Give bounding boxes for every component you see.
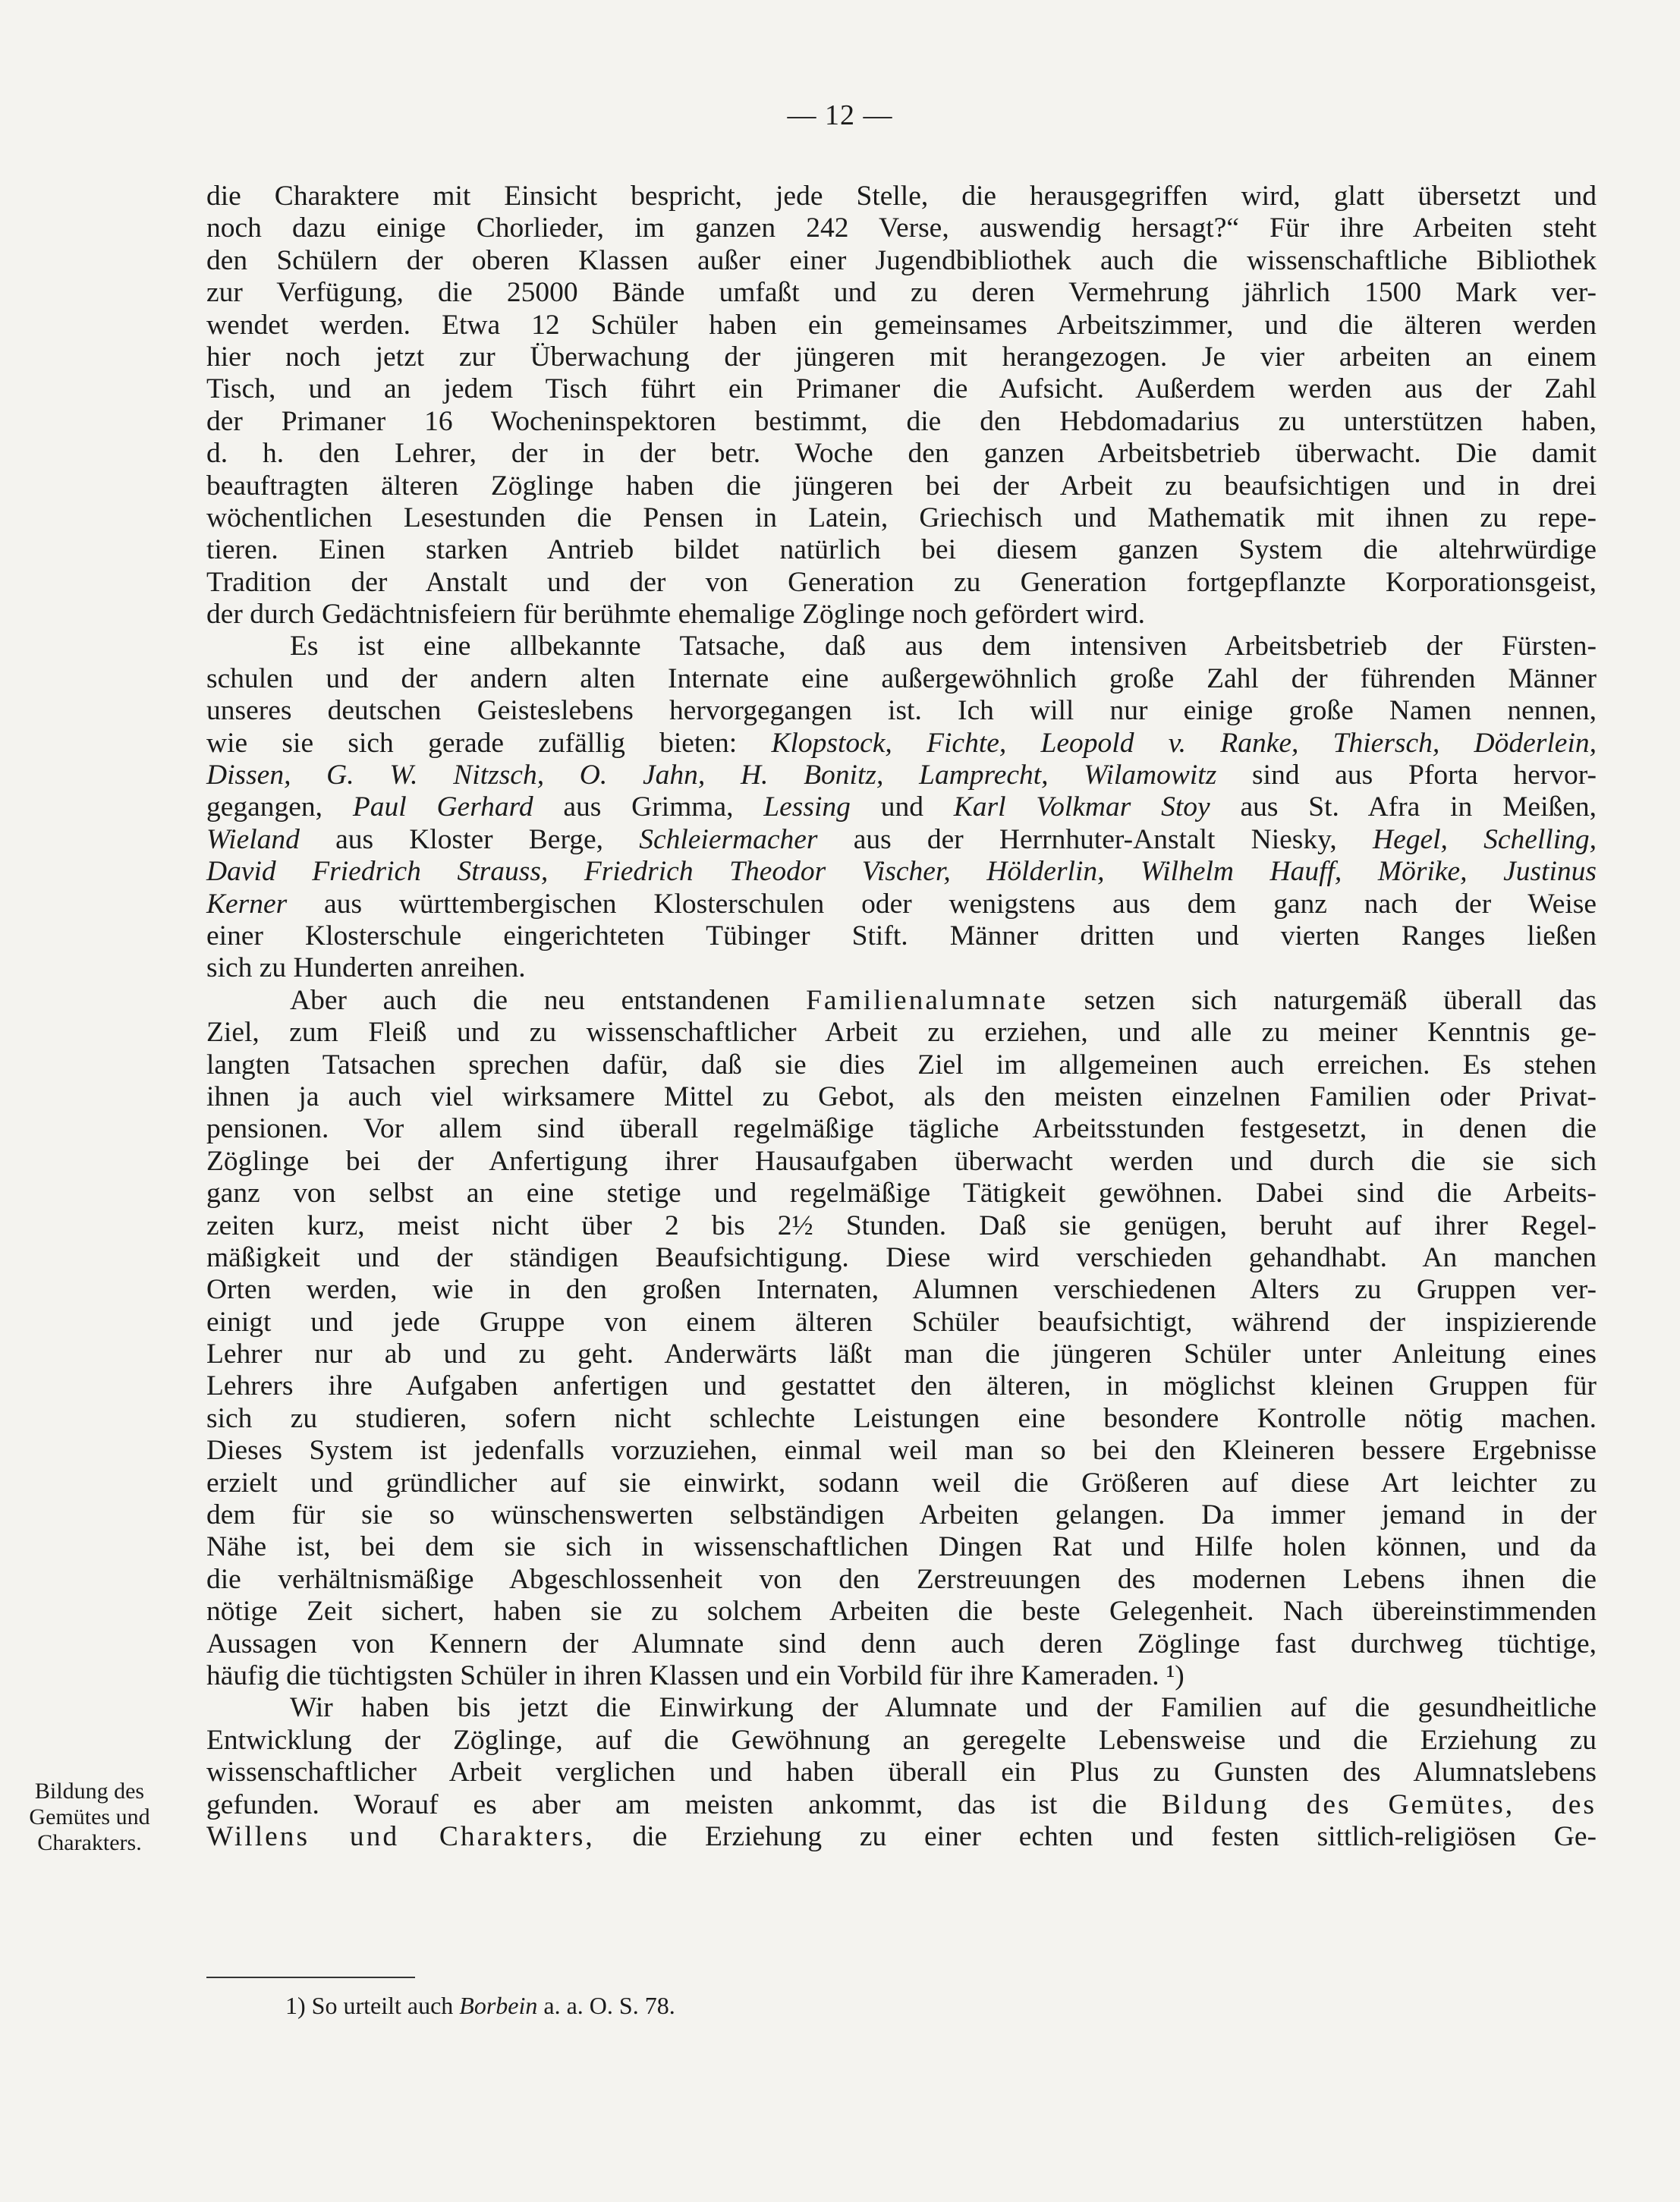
text-segment: d. h. den Lehrer, der in der betr. Woche den ganzen Arbeitsbetrieb überwacht. Die damit: [206, 438, 1597, 470]
footnote-text: 1) So urteilt auch: [285, 1992, 460, 2019]
text-line: [206, 920, 1597, 952]
text-segment: Lehrer nur ab und zu geht. Anderwärts läßt man die jüngeren Schüler unter Anleitung eines: [206, 1339, 1597, 1370]
text-line: [206, 277, 1597, 309]
text-line: [206, 1435, 1597, 1467]
text-line: [206, 663, 1597, 695]
text-line: [206, 1821, 1597, 1853]
text-segment: unseres deutschen Geisteslebens hervorgegangen ist. Ich will nur einige große Namen nennen,: [206, 695, 1597, 727]
text-line: [206, 310, 1597, 341]
italic-name: Lessing: [763, 791, 851, 823]
footnote: [285, 1991, 675, 2020]
text-line: [206, 1692, 1597, 1724]
marginal-note: [6, 1779, 173, 1856]
italic-name: Karl Volkmar Stoy: [953, 791, 1210, 823]
text-segment: sind aus Pforta hervor-: [1216, 760, 1597, 791]
text-segment: einigt und jede Gruppe von einem älteren Schüler beaufsichtigt, während der inspizierende: [206, 1306, 1597, 1338]
text-segment: aus Grimma,: [533, 791, 764, 823]
text-line: [206, 1049, 1597, 1081]
text-segment: wie sie sich gerade zufällig bieten:: [206, 727, 772, 759]
text-segment: häufig die tüchtigsten Schüler in ihren Klassen und ein Vorbild für ihre Kameraden. ¹): [206, 1659, 1184, 1691]
page-number: — 12 —: [787, 99, 893, 131]
text-line: [206, 1564, 1597, 1596]
text-line: [206, 952, 1597, 984]
text-line: [206, 599, 1597, 631]
marginal-note-line: Charakters.: [37, 1830, 142, 1855]
marginal-note-line: Gemütes und: [29, 1804, 150, 1829]
text-line: [206, 1403, 1597, 1435]
text-line: [206, 1757, 1597, 1788]
text-line: [206, 470, 1597, 502]
italic-name: Wieland: [206, 823, 300, 855]
text-line: [206, 1274, 1597, 1306]
italic-name: David Friedrich Strauss, Friedrich Theodor Vischer, Hölderlin, Wilhelm Hauff, Mörike, Justinus: [206, 856, 1597, 888]
text-segment: den Schülern der oberen Klassen außer einer Jugendbibliothek auch die wissenschaftliche Bibliothek: [206, 244, 1597, 276]
footnote-author: Borbein: [459, 1992, 538, 2019]
text-segment: langten Tatsachen sprechen dafür, daß sie dies Ziel im allgemeinen auch erreichen. Es stehen: [206, 1049, 1597, 1081]
text-line: [206, 1531, 1597, 1563]
footnote-rule: [206, 1977, 415, 1978]
text-segment: Zöglinge bei der Anfertigung ihrer Hausaufgaben überwacht werden und durch die sie sich: [206, 1145, 1597, 1177]
text-line: [206, 502, 1597, 534]
text-segment: der durch Gedächtnisfeiern für berühmte ehemalige Zöglinge noch gefördert wird.: [206, 599, 1146, 631]
text-segment: tieren. Einen starken Antrieb bildet natürlich bei diesem ganzen System die altehrwürdige: [206, 534, 1597, 566]
text-line: [206, 760, 1597, 791]
text-segment: und: [850, 791, 954, 823]
italic-name: Kerner: [206, 888, 288, 920]
text-line: [206, 1178, 1597, 1210]
text-line: [206, 1467, 1597, 1499]
italic-name: Klopstock, Fichte, Leopold v. Ranke, Thiersch, Döderlein,: [771, 727, 1597, 759]
text-segment: Es ist eine allbekannte Tatsache, daß aus dem intensiven Arbeitsbetrieb der Fürsten-: [290, 631, 1597, 662]
text-segment: setzen sich naturgemäß überall das: [1047, 984, 1597, 1016]
text-line: [206, 373, 1597, 405]
text-segment: wendet werden. Etwa 12 Schüler haben ein gemeinsames Arbeitszimmer, und die älteren werden: [206, 309, 1597, 341]
body-text: [206, 181, 1597, 1853]
text-line: [206, 1307, 1597, 1339]
text-segment: aus der Herrnhuter-Anstalt Niesky,: [817, 823, 1373, 855]
text-line: [206, 245, 1597, 277]
text-line: [206, 1789, 1597, 1821]
text-line: [206, 534, 1597, 566]
text-segment: Ziel, zum Fleiß und zu wissenschaftlicher Arbeit zu erziehen, und alle zu meiner Kenntnis ge-: [206, 1017, 1597, 1049]
italic-name: Schleiermacher: [639, 823, 818, 855]
text-segment: Tradition der Anstalt und der von Generation zu Generation fortgepflanzte Korporationsgeist,: [206, 566, 1597, 598]
text-segment: pensionen. Vor allem sind überall regelmäßige tägliche Arbeitsstunden festgesetzt, in denen die: [206, 1113, 1597, 1145]
text-segment: dem für sie so wünschenswerten selbständigen Arbeiten gelangen. Da immer jemand in der: [206, 1499, 1597, 1531]
text-line: [206, 406, 1597, 438]
text-segment: Wir haben bis jetzt die Einwirkung der Alumnate und der Familien auf die gesundheitliche: [290, 1692, 1597, 1724]
text-line: [206, 212, 1597, 244]
text-line: [206, 856, 1597, 888]
text-segment: Entwicklung der Zöglinge, auf die Gewöhnung an geregelte Lebensweise und die Erziehung zu: [206, 1724, 1597, 1756]
text-segment: aus württembergischen Klosterschulen oder wenigstens aus dem ganz nach der Weise: [287, 888, 1597, 920]
text-line: [206, 791, 1597, 823]
text-line: [206, 1113, 1597, 1145]
text-line: [206, 181, 1597, 212]
text-segment: hier noch jetzt zur Überwachung der jüngeren mit herangezogen. Je vier arbeiten an einem: [206, 341, 1597, 373]
text-segment: schulen und der andern alten Internate eine außergewöhnlich große Zahl der führenden Männer: [206, 662, 1597, 694]
text-segment: sich zu studieren, sofern nicht schlechte Leistungen eine besondere Kontrolle nötig machen.: [206, 1402, 1597, 1434]
text-line: [206, 985, 1597, 1017]
text-segment: zur Verfügung, die 25000 Bände umfaßt und zu deren Vermehrung jährlich 1500 Mark ver-: [206, 277, 1597, 309]
italic-name: Paul Gerhard: [352, 791, 533, 823]
text-line: [206, 631, 1597, 662]
text-line: [206, 728, 1597, 760]
spaced-emphasis: Familienalumnate: [806, 984, 1048, 1016]
text-segment: sich zu Hunderten anreihen.: [206, 952, 526, 984]
text-segment: die Erziehung zu einer echten und festen sittlich-religiösen Ge-: [594, 1820, 1597, 1852]
text-segment: mäßigkeit und der ständigen Beaufsichtigung. Diese wird verschieden gehandhabt. An manchen: [206, 1241, 1597, 1273]
text-segment: Aussagen von Kennern der Alumnate sind denn auch deren Zöglinge fast durchweg tüchtige,: [206, 1628, 1597, 1659]
text-line: [206, 1660, 1597, 1692]
text-segment: wissenschaftlicher Arbeit verglichen und haben überall ein Plus zu Gunsten des Alumnatslebens: [206, 1757, 1597, 1788]
text-line: [206, 824, 1597, 856]
text-line: [206, 1339, 1597, 1370]
text-segment: Tisch, und an jedem Tisch führt ein Primaner die Aufsicht. Außerdem werden aus der Zahl: [206, 373, 1597, 405]
text-segment: noch dazu einige Chorlieder, im ganzen 242 Verse, auswendig hersagt?“ Für ihre Arbeiten steht: [206, 212, 1597, 244]
text-line: [206, 1210, 1597, 1242]
text-segment: die Charaktere mit Einsicht bespricht, jede Stelle, die herausgegriffen wird, glatt übersetzt und: [206, 181, 1597, 212]
text-line: [206, 1146, 1597, 1178]
text-line: [206, 1596, 1597, 1628]
text-line: [206, 1628, 1597, 1660]
text-line: [206, 1499, 1597, 1531]
text-segment: Dieses System ist jedenfalls vorzuziehen, einmal weil man so bei den Kleineren bessere Ergebnisse: [206, 1435, 1597, 1467]
text-segment: gegangen,: [206, 791, 353, 823]
text-segment: ihnen ja auch viel wirksamere Mittel zu Gebot, als den meisten einzelnen Familien oder Privat-: [206, 1081, 1597, 1112]
text-line: [206, 567, 1597, 599]
italic-name: Dissen, G. W. Nitzsch, O. Jahn, H. Bonitz, Lamprecht, Wilamowitz: [206, 760, 1217, 791]
text-segment: Aber auch die neu entstandenen: [290, 984, 807, 1016]
text-segment: Lehrers ihre Aufgaben anfertigen und gestattet den älteren, in möglichst kleinen Gruppen für: [206, 1370, 1597, 1402]
text-segment: zeiten kurz, meist nicht über 2 bis 2½ Stunden. Daß sie genügen, beruht auf ihrer Regel-: [206, 1210, 1597, 1241]
text-segment: gefunden. Worauf es aber am meisten ankommt, das ist die: [206, 1788, 1162, 1820]
text-segment: einer Klosterschule eingerichteten Tübinger Stift. Männer dritten und vierten Ranges ließen: [206, 920, 1597, 952]
text-line: [206, 1725, 1597, 1757]
text-line: [206, 1017, 1597, 1049]
text-segment: der Primaner 16 Wocheninspektoren bestimmt, die den Hebdomadarius zu unterstützen haben,: [206, 405, 1597, 437]
italic-name: Hegel, Schelling,: [1372, 823, 1597, 855]
text-line: [206, 889, 1597, 920]
text-segment: die verhältnismäßige Abgeschlossenheit von den Zerstreuungen des modernen Lebens ihnen die: [206, 1563, 1597, 1595]
text-line: [206, 695, 1597, 727]
text-line: [206, 341, 1597, 373]
text-segment: nötige Zeit sichert, haben sie zu solchem Arbeiten die beste Gelegenheit. Nach übereinstimmenden: [206, 1596, 1597, 1628]
text-line: [206, 1370, 1597, 1402]
text-line: [206, 1242, 1597, 1274]
text-segment: aus St. Afra in Meißen,: [1210, 791, 1597, 823]
text-segment: Orten werden, wie in den großen Internaten, Alumnen verschiedenen Alters zu Gruppen ver-: [206, 1274, 1597, 1306]
text-segment: wöchentlichen Lesestunden die Pensen in Latein, Griechisch und Mathematik mit ihnen zu repe-: [206, 502, 1597, 533]
text-segment: erzielt und gründlicher auf sie einwirkt, sodann weil die Größeren auf diese Art leichter zu: [206, 1467, 1597, 1499]
text-segment: Nähe ist, bei dem sie sich in wissenschaftlichen Dingen Rat und Hilfe holen können, und da: [206, 1531, 1597, 1563]
spaced-emphasis: Bildung des Gemütes, des: [1161, 1788, 1597, 1820]
marginal-note-line: Bildung des: [34, 1779, 145, 1804]
spaced-emphasis: Willens und Charakters,: [206, 1820, 595, 1852]
footnote-citation: a. a. O. S. 78.: [537, 1992, 675, 2019]
text-segment: beauftragten älteren Zöglinge haben die jüngeren bei der Arbeit zu beaufsichtigen und in drei: [206, 470, 1597, 502]
text-line: [206, 1081, 1597, 1113]
text-segment: aus Kloster Berge,: [299, 823, 640, 855]
text-segment: ganz von selbst an eine stetige und regelmäßige Tätigkeit gewöhnen. Dabei sind die Arbeits-: [206, 1178, 1597, 1210]
text-line: [206, 438, 1597, 470]
